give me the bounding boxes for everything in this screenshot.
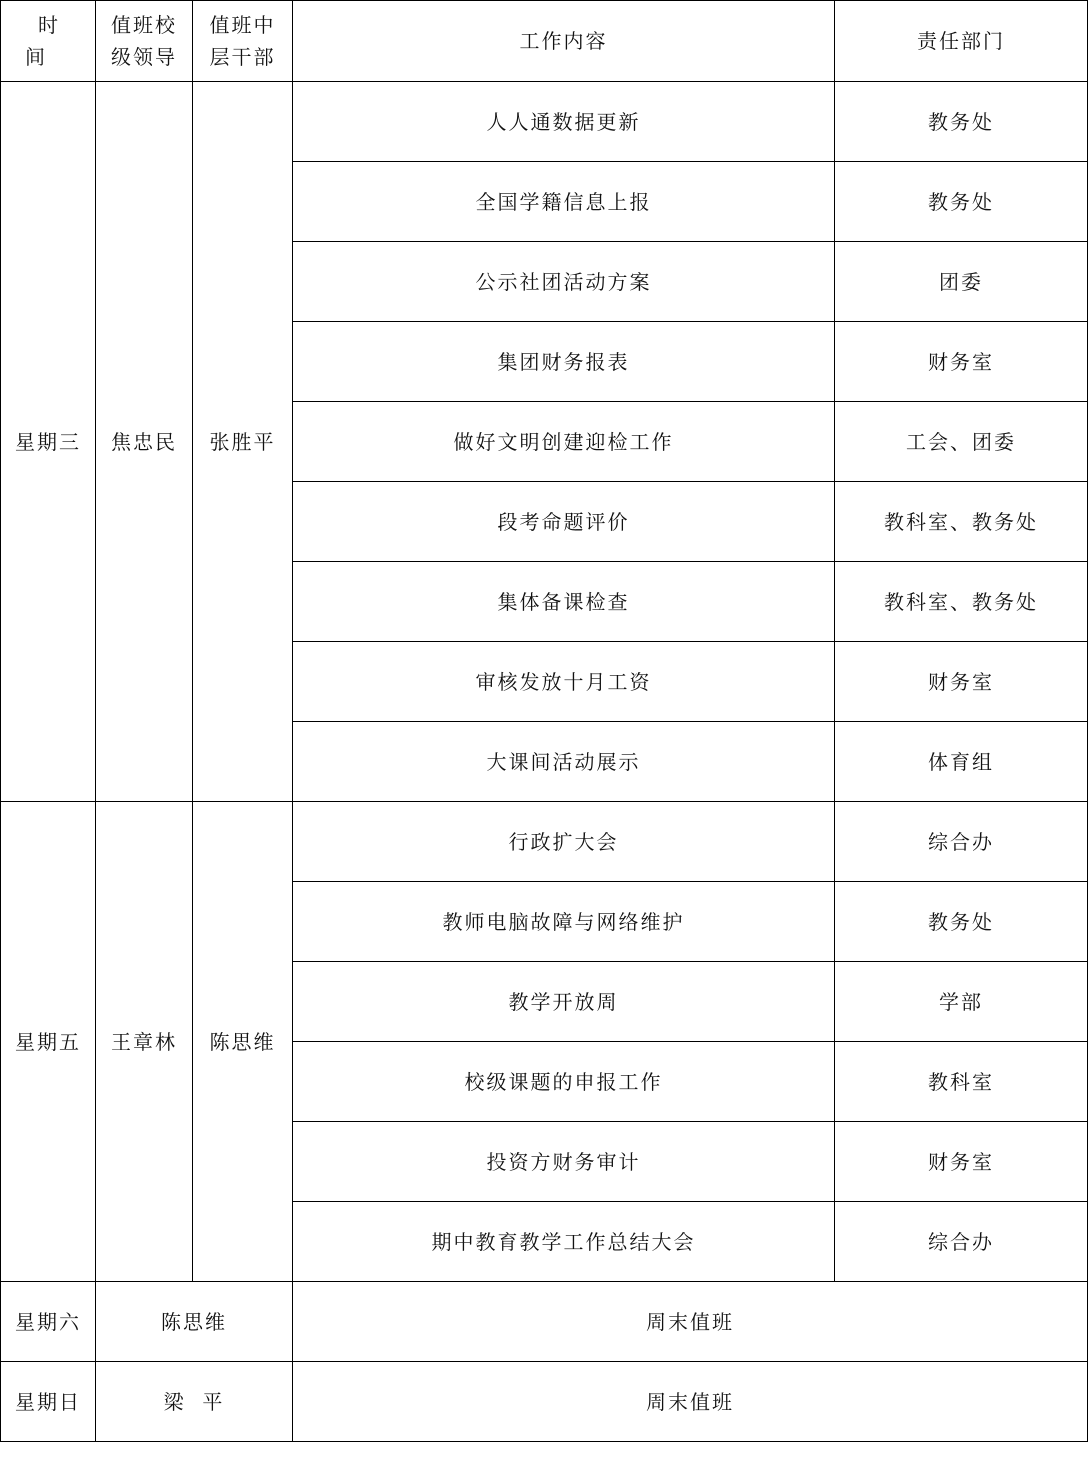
content-cell: 做好文明创建迎检工作	[293, 402, 835, 482]
department-cell: 教务处	[835, 82, 1088, 162]
leader-cell-friday: 王章林	[96, 802, 193, 1282]
middle-cell-friday: 陈思维	[193, 802, 293, 1282]
department-cell: 教务处	[835, 882, 1088, 962]
content-cell: 全国学籍信息上报	[293, 162, 835, 242]
department-cell: 财务室	[835, 642, 1088, 722]
table-row	[1, 82, 1088, 162]
leader-cell-wednesday: 焦忠民	[96, 82, 193, 802]
department-cell: 体育组	[835, 722, 1088, 802]
table-row	[1, 802, 1088, 882]
day-cell-wednesday: 星期三	[1, 82, 96, 802]
weekend-duty-cell: 周末值班	[293, 1362, 1088, 1442]
day-cell-friday: 星期五	[1, 802, 96, 1282]
day-cell-saturday: 星期六	[1, 1282, 96, 1362]
content-cell: 教师电脑故障与网络维护	[293, 882, 835, 962]
person-cell-sunday: 梁 平	[96, 1362, 293, 1442]
department-cell: 财务室	[835, 1122, 1088, 1202]
day-cell-sunday: 星期日	[1, 1362, 96, 1442]
table-row-sunday	[1, 1362, 1088, 1442]
header-row	[1, 1, 1088, 82]
middle-cell-wednesday: 张胜平	[193, 82, 293, 802]
content-cell: 投资方财务审计	[293, 1122, 835, 1202]
department-cell: 教务处	[835, 162, 1088, 242]
content-cell: 行政扩大会	[293, 802, 835, 882]
content-cell: 教学开放周	[293, 962, 835, 1042]
content-cell: 集团财务报表	[293, 322, 835, 402]
department-cell: 教科室	[835, 1042, 1088, 1122]
content-cell: 段考命题评价	[293, 482, 835, 562]
department-cell: 财务室	[835, 322, 1088, 402]
content-cell: 大课间活动展示	[293, 722, 835, 802]
header-middle-cadre: 值班中 层干部	[193, 1, 293, 82]
person-cell-saturday: 陈思维	[96, 1282, 293, 1362]
weekend-duty-cell: 周末值班	[293, 1282, 1088, 1362]
department-cell: 工会、团委	[835, 402, 1088, 482]
content-cell: 公示社团活动方案	[293, 242, 835, 322]
content-cell: 校级课题的申报工作	[293, 1042, 835, 1122]
table-row-saturday	[1, 1282, 1088, 1362]
department-cell: 综合办	[835, 1202, 1088, 1282]
content-cell: 人人通数据更新	[293, 82, 835, 162]
content-cell: 期中教育教学工作总结大会	[293, 1202, 835, 1282]
header-time: 时 间	[1, 1, 96, 82]
department-cell: 教科室、教务处	[835, 562, 1088, 642]
department-cell: 团委	[835, 242, 1088, 322]
header-department: 责任部门	[835, 1, 1088, 82]
header-content: 工作内容	[293, 1, 835, 82]
department-cell: 教科室、教务处	[835, 482, 1088, 562]
content-cell: 审核发放十月工资	[293, 642, 835, 722]
header-school-leader: 值班校 级领导	[96, 1, 193, 82]
content-cell: 集体备课检查	[293, 562, 835, 642]
department-cell: 综合办	[835, 802, 1088, 882]
department-cell: 学部	[835, 962, 1088, 1042]
